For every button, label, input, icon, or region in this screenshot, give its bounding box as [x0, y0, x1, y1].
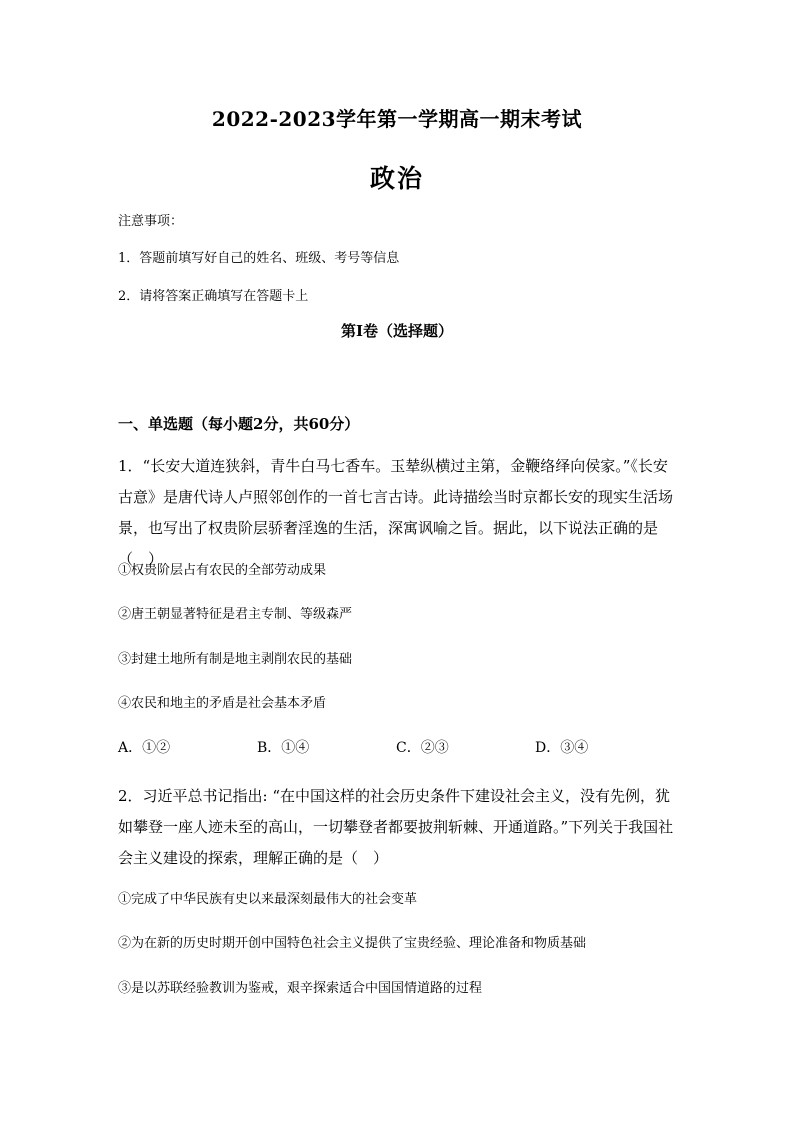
- choice-c[interactable]: C．②③: [396, 740, 449, 756]
- notice-label: 注意事项：: [118, 214, 184, 229]
- question-1-option-2: ②唐王朝显著特征是君主专制、等级森严: [118, 607, 353, 622]
- question-2-stem: 2．习近平总书记指出: “在中国这样的社会历史条件下建设社会主义，没有先例，犹如攀登一座人迹未至的高山，一切攀登者都要披荆斩棘、开通道路。”下列关于我国社会主义建设的探索，理解正确的是（ ）: [118, 787, 674, 867]
- subject-title: 政治: [369, 164, 424, 193]
- question-2-option-3: ③是以苏联经验教训为鉴戒，艰辛探索适合中国国情道路的过程: [118, 981, 483, 996]
- volume-title: 第I卷（选择题）: [340, 322, 454, 340]
- question-2-option-2: ②为在新的历史时期开创中国特色社会主义提供了宝贵经验、理论准备和物质基础: [118, 936, 587, 951]
- question-1-option-3: ③封建土地所有制是地主剥削农民的基础: [118, 652, 353, 667]
- question-1-option-4: ④农民和地主的矛盾是社会基本矛盾: [118, 696, 327, 711]
- question-1-stem: 1．“长安大道连狭斜，青牛白马七香车。玉辇纵横过主第，金鞭络绎向侯家。”《长安古意》是唐代诗人卢照邻创作的一首七言古诗。此诗描绘当时京都长安的现实生活场景，也写出了权贵阶层骄奢淫逸的生活，深寓讽喻之旨。据此，以下说法正确的是（ ）: [118, 457, 674, 568]
- question-1-choices: [118, 737, 678, 757]
- exam-title: 2022-2023学年第一学期高一期末考试: [211, 107, 583, 131]
- choice-d[interactable]: D．③④: [535, 740, 589, 756]
- question-2-option-1: ①完成了中华民族有史以来最深刻最伟大的社会变革: [118, 892, 418, 907]
- choice-a[interactable]: A．①②: [118, 740, 171, 756]
- question-1-option-1: ①权贵阶层占有农民的全部劳动成果: [118, 563, 327, 578]
- notice-item-1: 1．答题前填写好自己的姓名、班级、考号等信息: [118, 251, 400, 266]
- section-title: 一、单选题（每小题2分，共60分）: [118, 415, 360, 433]
- notice-item-2: 2．请将答案正确填写在答题卡上: [118, 289, 309, 304]
- choice-b[interactable]: B．①④: [257, 740, 310, 756]
